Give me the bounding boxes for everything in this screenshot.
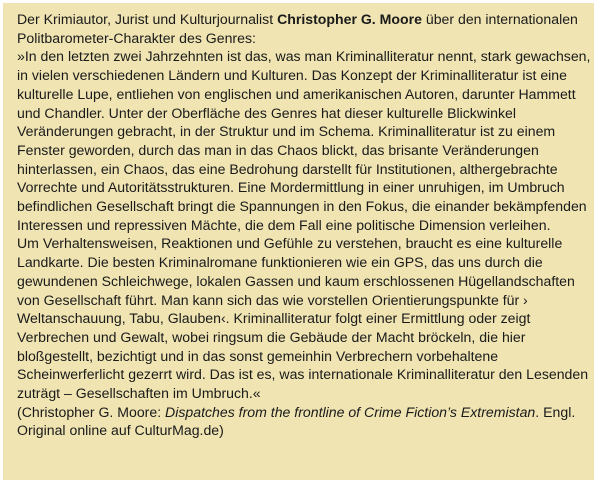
- intro-line-2: Politbarometer-Charakter des Genres:: [17, 29, 256, 46]
- quote-line: »In den letzten zwei Jahrzehnten ist das, was man Kriminalliteratur nennt, stark gewachsen,: [17, 48, 591, 65]
- intro-after: über den internationalen: [421, 11, 578, 27]
- quote-line: Scheinwerferlicht gezerrt wird. Das ist es, was internationale Kriminalliteratur den Lesenden: [17, 366, 589, 383]
- quote-line: Veränderungen gebracht, in der Struktur und im Schema. Kriminalliteratur ist zu einem: [17, 123, 556, 140]
- author-name: Christopher G. Moore: [277, 11, 422, 27]
- intro-line-1: [17, 10, 588, 29]
- quote-line: gewundenen Schleichwege, lokalen Gassen und kaum erschlossenen Hügellandschaften: [17, 272, 575, 289]
- quote-body: [17, 47, 591, 402]
- intro-before: Der Krimiautor, Jurist und Kulturjournalist: [17, 11, 278, 27]
- quote-box: [3, 3, 594, 480]
- quote-line: Verbrechen und Gewalt, wobei ringsum die Gebäude der Macht bröckeln, die hier: [17, 328, 526, 345]
- quote-line: Interessen und repressiven Mächte, die dem Fall eine politische Dimension verleihen.: [17, 216, 551, 233]
- quote-line: in vielen verschiedenen Ländern und Kulturen. Das Konzept der Kriminalliteratur ist eine: [17, 67, 567, 84]
- quote-line: zuträgt – Gesellschaften im Umbruch.«: [17, 385, 261, 402]
- quote-line: Landkarte. Die besten Kriminalromane funktionieren wie ein GPS, das uns durch die: [17, 254, 543, 271]
- quote-line: von Gesellschaft führt. Man kann sich das wie vorstellen Orientierungspunkte für ›: [17, 291, 528, 308]
- quote-line: Weltanschauung, Tabu, Glauben‹. Kriminalliteratur folgt einer Ermittlung oder zeigt: [17, 310, 531, 327]
- quote-line: und Chandler. Unter der Oberfläche des Genres hat dieser kulturelle Blickwinkel: [17, 104, 517, 121]
- quote-line: bloßgestellt, bezichtigt und in das sonst gemeinhin Verbrechern vorbehaltene: [17, 347, 499, 364]
- quote-line: Um Verhaltensweisen, Reaktionen und Gefühle zu verstehen, braucht es eine kulturelle: [17, 235, 563, 252]
- quote-line: hinterlassen, ein Chaos, das eine Bedrohung darstellt für Institutionen, althergebrachte: [17, 160, 558, 177]
- citation-title: Dispatches from the frontline of Crime Fiction’s Extremistan: [165, 403, 536, 420]
- citation-after: . Engl.: [535, 403, 576, 420]
- quote-line: Vorrechte und Autoritätsstrukturen. Eine Mordermittlung in einer unruhigen, im Umbruch: [17, 179, 565, 196]
- citation-line-2: Original online auf CulturMag.de): [17, 422, 224, 439]
- citation-before: (Christopher G. Moore:: [17, 403, 166, 420]
- citation-line-1: [17, 403, 588, 422]
- quote-line: Fenster geworden, durch das man in das Chaos blickt, das brisante Veränderungen: [17, 141, 539, 158]
- quote-line: kulturelle Lupe, entliehen von englischen und amerikanischen Autoren, darunter Hammett: [17, 85, 576, 102]
- quote-line: befindlichen Gesellschaft bringt die Spannungen in den Fokus, die einander bekämpfenden: [17, 198, 587, 215]
